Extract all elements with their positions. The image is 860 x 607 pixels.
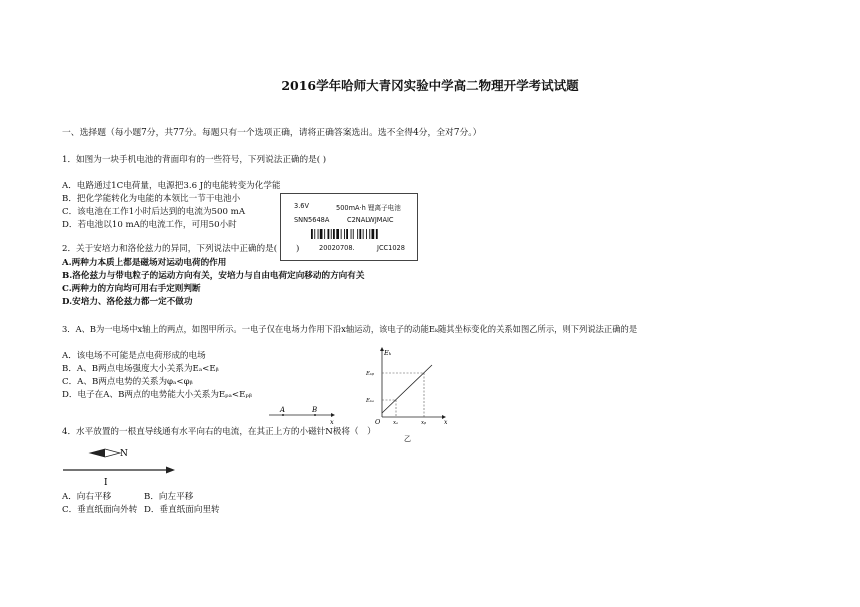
fig-b-ekb: Eₖᵦ — [366, 371, 375, 377]
battery-label-figure — [280, 193, 418, 261]
figure-wire-compass — [60, 446, 180, 488]
barcode-bar — [318, 229, 319, 239]
q1-option-c: C．该电池在工作1小时后达到的电流为500 mA — [62, 207, 246, 217]
barcode-bar — [376, 229, 378, 239]
barcode-bar — [336, 229, 339, 239]
fig-a-label-a: A — [280, 406, 286, 414]
q2-stem-end: ) — [296, 244, 300, 254]
battery-date: 20020708. — [319, 244, 355, 252]
q3-option-c: C．A、B两点电势的关系为φₐ<φᵦ — [62, 377, 193, 387]
barcode-bar — [363, 229, 364, 239]
barcode-bar — [324, 229, 325, 239]
barcode-bar — [333, 229, 335, 239]
q3-option-a: A．该电场不可能是点电荷形成的电场 — [62, 351, 206, 361]
battery-batch: JCC1028 — [377, 244, 405, 252]
barcode-bar — [331, 229, 332, 239]
q4-option-d: D．垂直纸面向里转 — [144, 505, 220, 515]
fig-b-xa: xₐ — [393, 420, 399, 426]
fig-b-x: x — [444, 419, 448, 426]
q3-option-b: B．A、B两点电场强度大小关系为Eₐ<Eᵦ — [62, 364, 219, 374]
section-heading: 一、选择题（每小题7分，共77分。每题只有一个选项正确，请将正确答案选出。选不全得4分，全对7分。） — [62, 128, 482, 138]
barcode-bar — [346, 229, 348, 239]
q4-option-b: B．向左平移 — [144, 492, 194, 502]
q3-stem: 3．A、B为一电场中x轴上的两点，如图甲所示。一电子仅在电场力作用下沿x轴运动，该电子的动能Eₖ随其坐标变化的关系如图乙所示，则下列说法正确的是 — [62, 324, 638, 334]
barcode-graphic — [311, 229, 401, 239]
q2-stem: 2．关于安培力和洛伦兹力的异同，下列说法中正确的是( — [62, 244, 278, 254]
fig-b-xb: xᵦ — [421, 420, 427, 426]
barcode-bar — [344, 229, 345, 239]
barcode-bar — [359, 229, 361, 239]
barcode-bar — [366, 229, 367, 239]
q4-stem: 4．水平放置的一根直导线通有水平向右的电流，在其正上方的小磁针N极将（ ） — [62, 427, 376, 437]
fig-a-label-b: B — [312, 406, 318, 414]
fig-a-label-x: x — [330, 418, 334, 425]
fig-b-caption: 乙 — [404, 435, 411, 443]
q1-stem: 1．如图为一块手机电池的背面印有的一些符号，下列说法正确的是( ) — [62, 155, 327, 165]
barcode-bar — [311, 229, 313, 239]
barcode-bar — [357, 229, 358, 239]
fig-b-origin: O — [375, 418, 381, 426]
battery-code: C2NALWJMAIC — [347, 216, 394, 224]
current-label: I — [104, 478, 108, 488]
battery-voltage: 3.6V — [294, 202, 309, 210]
barcode-bar — [314, 229, 315, 239]
current-arrow-icon — [166, 467, 175, 474]
q3-option-d: D．电子在A、B两点的电势能大小关系为Eₚₐ<Eₚᵦ — [62, 390, 252, 400]
barcode-bar — [351, 229, 352, 239]
q2-option-a: A.两种力本质上都是磁场对运动电荷的作用 — [62, 258, 227, 268]
page-title: 2016学年哈师大青冈实验中学高二物理开学考试试题 — [281, 78, 579, 93]
q1-option-d: D．若电池以10 mA的电流工作，可用50小时 — [62, 220, 237, 230]
fig-b-ylabel: Eₖ — [384, 349, 392, 357]
q4-option-c: C．垂直纸面向外转 — [62, 505, 138, 515]
barcode-bar — [369, 229, 370, 239]
q1-option-a: A．电路通过1C电荷量，电源把3.6 J的电能转变为化学能 — [62, 181, 281, 191]
barcode-bar — [341, 229, 342, 239]
compass-needle-dark-half — [90, 449, 105, 457]
battery-capacity: 500mA·h 锂离子电池 — [336, 204, 401, 212]
q1-option-b: B．把化学能转化为电能的本领比一节干电池小 — [62, 194, 241, 204]
fig-b-eka: Eₖₐ — [366, 398, 375, 404]
q4-option-a: A．向右平移 — [62, 492, 112, 502]
barcode-bar — [353, 229, 354, 239]
q2-option-c: C.两种力的方向均可用右手定则判断 — [62, 284, 201, 294]
barcode-bar — [328, 229, 330, 239]
barcode-bar — [372, 229, 375, 239]
q2-option-b: B.洛伦兹力与带电粒子的运动方向有关，安培力与自由电荷定向移动的方向有关 — [62, 271, 365, 281]
needle-n-label: N — [120, 449, 128, 459]
barcode-bar — [320, 229, 323, 239]
figure-a-axis — [265, 403, 337, 425]
battery-model: SNN5648A — [294, 216, 330, 224]
q2-option-d: D.安培力、洛伦兹力都一定不做功 — [62, 297, 193, 307]
